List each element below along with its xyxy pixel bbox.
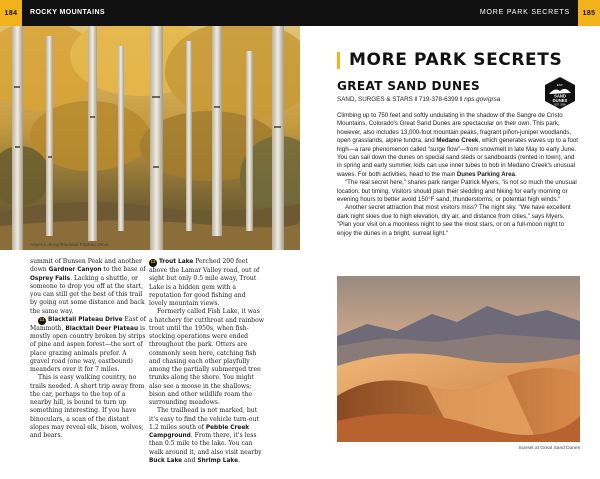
left-column-2 [149,258,265,465]
right-running-head: MORE PARK SECRETS [479,9,570,16]
aspen-caption: Aspens along Blacktail Plateau Drive [30,243,109,248]
col2-paragraph-3: The trailhead is not marked, but it's easy to find the vehicle turn-out 1.2 miles south of Pebble Creek Campground. From there, it's less than 0.5 mile to the lake. You can walk around it, and also visit nearby Buck Lake and Shrimp Lake. [149,407,262,464]
col1-paragraph-2: 11 Blacktail Plateau Drive East of Mammoth, Blacktail Deer Plateau is mostly open country broken by strips of pine and aspen forest—the sort of place grazing animals prefer. A gravel road (one way, eastbound) meanders over it for 7 miles. [30,315,146,373]
site-number-badge: 12 [150,260,156,265]
park-tagline: SAND, SURGES & STARS ‖ 719-378-6399 ‖ nps.gov/grsa [337,96,501,103]
body-paragraph-2: "The real secret here," shares park ranger Patrick Myers, "is not so much the unusual location, but timing. Visitors should plan their sledding and hiking for early morning or evening hours to better avoid 150°F sand, thunderstorms, or potential high winds." [337,179,577,204]
right-page [300,0,600,479]
dunes-caption: Sunset at Great Sand Dunes [518,446,580,451]
left-header [0,0,300,26]
article-body [337,112,580,238]
left-column-1 [30,258,146,440]
badge-bottom: EST. 2004 [554,103,566,107]
park-url: nps.gov/grsa [464,96,501,103]
sand-dunes-badge-icon [543,76,577,110]
right-page-number: 185 [578,0,600,26]
col2-paragraph-2: Formerly called Fish Lake, it was a hatchery for cutthroat and rainbow trout until the 1950s, when fish-stocking operations were ended throughout the park. Otters are commonly seen here, catching fish and chasing each other playfully among the partially submerged tree trunks along the shore. You might also see a moose in the shallows; bison and other wildlife roam the surrounding meadows. [149,308,264,406]
site-number-badge: 11 [39,317,45,323]
badge-line-1: SAND [554,93,566,99]
col1-paragraph-1: summit of Bunsen Peak and another down Gardner Canyon to the base of Osprey Falls. Lacking a shuttle, or someone to drop you off at the start, you can still get the best of this trail by going out some distance and back the same way. [30,258,146,315]
section-title: MORE PARK SECRETS [337,52,562,69]
badge-line-2: DUNES [552,98,568,103]
body-paragraph-3: Another secret attraction that most visitors miss? The night sky. "We have excellent dark night skies due to high elevation, dry air, and distance from cities," says Myers. "Plan your visit on a moonless night to see the most stars, or on a full-moon night to enjoy the dunes in a bright, surreal light." [337,204,571,237]
col2-paragraph-1: 12 Trout Lake Perched 200 feet above the Lamar Valley road, out of sight but only 0.5 mile away, Trout Lake is a hidden gem with a reputation for good fishing and lovely mountain views. [149,258,260,307]
left-running-head: ROCKY MOUNTAINS [30,9,105,16]
left-page-number: 184 [0,0,22,26]
right-header [300,0,600,26]
col1-paragraph-3: This is easy walking country, no trails needed. A short trip away from the car, perhaps to the top of a nearby hill, is bound to turn up something interesting. If you have binoculars, a scan of the distant slopes may reveal elk, bison, wolves, and bears. [30,374,145,439]
badge-top: EST. [556,83,564,87]
aspen-photo [0,26,300,250]
body-paragraph-1: Climbing up to 750 feet and softly undulating in the shadow of the Sangre de Cristo Mountains, Colorado's Great Sand Dunes are spectacular on their own. This park, however, also includes 13,000-foot mountain peaks, fragrant piñon-juniper woodlands, open grasslands, alpine tundra, and Medano Creek, which generates waves up to a foot high—a rare phenomenon called "surge flow"—from snowmelt in late May to early June. You can sail down the dunes on special sand sleds or sandboards (rented in town), and in spring and early summer, kids can use inner tubes to bob in Medano Creek's unusual waves. For both activities, head to the main Dunes Parking Area. [337,112,579,178]
park-name: GREAT SAND DUNES [337,79,481,93]
dunes-photo [337,276,580,442]
